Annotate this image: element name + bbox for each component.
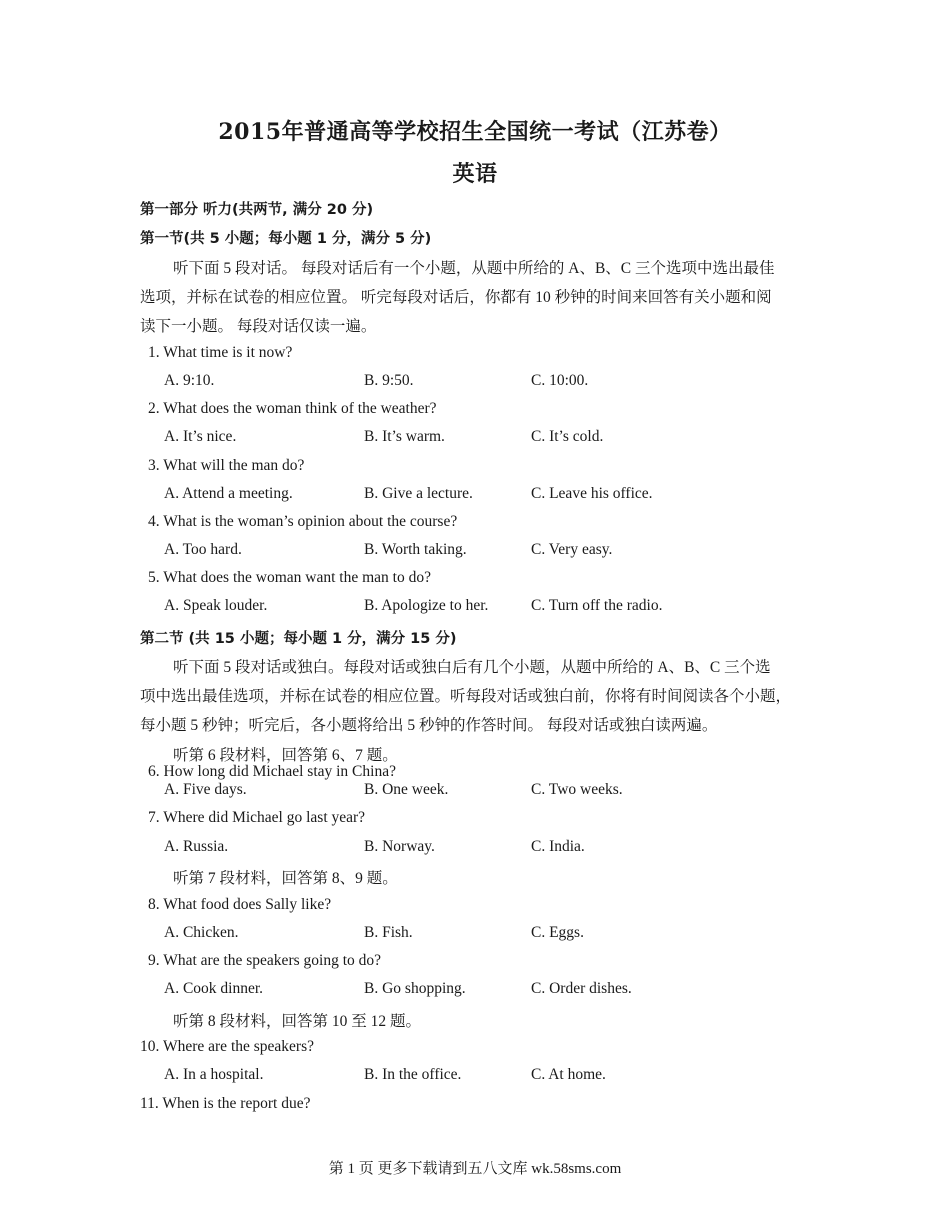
- q2-option-c: C. It’s cold.: [531, 428, 604, 445]
- question-8: 8. What food does Sally like?: [148, 896, 332, 913]
- q3-option-c: C. Leave his office.: [531, 485, 653, 502]
- q8-option-b: B. Fish.: [364, 924, 413, 941]
- section1-instructions-1: 听下面 5 段对话。 每段对话后有一个小题，从题中所给的 A、B、C 三个选项中选出最佳: [173, 260, 775, 277]
- question-4: 4. What is the woman’s opinion about the course?: [148, 513, 458, 530]
- part1-heading: 第一部分 听力(共两节, 满分 20 分): [140, 202, 374, 218]
- q8-option-a: A. Chicken.: [164, 924, 239, 941]
- q6-option-b: B. One week.: [364, 781, 449, 798]
- q7-option-b: B. Norway.: [364, 838, 435, 855]
- question-10: 10. Where are the speakers?: [140, 1038, 314, 1055]
- q7-option-c: C. India.: [531, 838, 585, 855]
- exam-title: 2015年普通高等学校招生全国统一考试（江苏卷）: [218, 119, 732, 145]
- question-5: 5. What does the woman want the man to do?: [148, 569, 431, 586]
- q3-option-b: B. Give a lecture.: [364, 485, 473, 502]
- q4-option-c: C. Very easy.: [531, 541, 613, 558]
- material-note-6: 听第 6 段材料，回答第 6、7 题。: [173, 747, 398, 764]
- q2-option-b: B. It’s warm.: [364, 428, 445, 445]
- section1-instructions-2: 选项，并标在试卷的相应位置。 听完每段对话后，你都有 10 秒钟的时间来回答有关小题和阅: [140, 289, 772, 306]
- question-1: 1. What time is it now?: [148, 344, 293, 361]
- page-footer: 第 1 页 更多下载请到五八文库 wk.58sms.com: [328, 1161, 622, 1177]
- q9-option-a: A. Cook dinner.: [164, 980, 264, 997]
- q6-option-a: A. Five days.: [164, 781, 247, 798]
- section2-instructions-2: 项中选出最佳选项，并标在试卷的相应位置。听每段对话或独白前，你将有时间阅读各个小题，: [140, 688, 792, 705]
- material-note-7: 听第 7 段材料，回答第 8、9 题。: [173, 870, 398, 887]
- section1-heading: 第一节(共 5 小题；每小题 1 分，满分 5 分): [140, 231, 432, 247]
- q7-option-a: A. Russia.: [164, 838, 229, 855]
- q4-option-b: B. Worth taking.: [364, 541, 467, 558]
- q8-option-c: C. Eggs.: [531, 924, 584, 941]
- q9-option-c: C. Order dishes.: [531, 980, 632, 997]
- q10-option-c: C. At home.: [531, 1066, 606, 1083]
- question-9: 9. What are the speakers going to do?: [148, 952, 381, 969]
- q5-option-a: A. Speak louder.: [164, 597, 268, 614]
- q4-option-a: A. Too hard.: [164, 541, 242, 558]
- q5-option-b: B. Apologize to her.: [364, 597, 489, 614]
- section2-instructions-3: 每小题 5 秒钟；听完后，各小题将给出 5 秒钟的作答时间。 每段对话或独白读两遍。: [140, 717, 718, 734]
- question-6: 6. How long did Michael stay in China?: [148, 763, 396, 780]
- section2-instructions-1: 听下面 5 段对话或独白。每段对话或独白后有几个小题，从题中所给的 A、B、C 三个选: [173, 659, 771, 676]
- q1-option-c: C. 10:00.: [531, 372, 589, 389]
- section2-heading: 第二节 (共 15 小题；每小题 1 分，满分 15 分): [140, 631, 457, 647]
- question-2: 2. What does the woman think of the weather?: [148, 400, 437, 417]
- q10-option-b: B. In the office.: [364, 1066, 462, 1083]
- question-3: 3. What will the man do?: [148, 457, 305, 474]
- subject-title: 英语: [452, 161, 498, 187]
- q1-option-b: B. 9:50.: [364, 372, 414, 389]
- question-11: 11. When is the report due?: [140, 1095, 311, 1112]
- q2-option-a: A. It’s nice.: [164, 428, 237, 445]
- section1-instructions-3: 读下一小题。 每段对话仅读一遍。: [140, 318, 377, 335]
- q6-option-c: C. Two weeks.: [531, 781, 623, 798]
- q9-option-b: B. Go shopping.: [364, 980, 466, 997]
- q10-option-a: A. In a hospital.: [164, 1066, 264, 1083]
- q5-option-c: C. Turn off the radio.: [531, 597, 663, 614]
- material-note-8: 听第 8 段材料，回答第 10 至 12 题。: [173, 1013, 422, 1030]
- q3-option-a: A. Attend a meeting.: [164, 485, 293, 502]
- q1-option-a: A. 9:10.: [164, 372, 215, 389]
- question-7: 7. Where did Michael go last year?: [148, 809, 366, 826]
